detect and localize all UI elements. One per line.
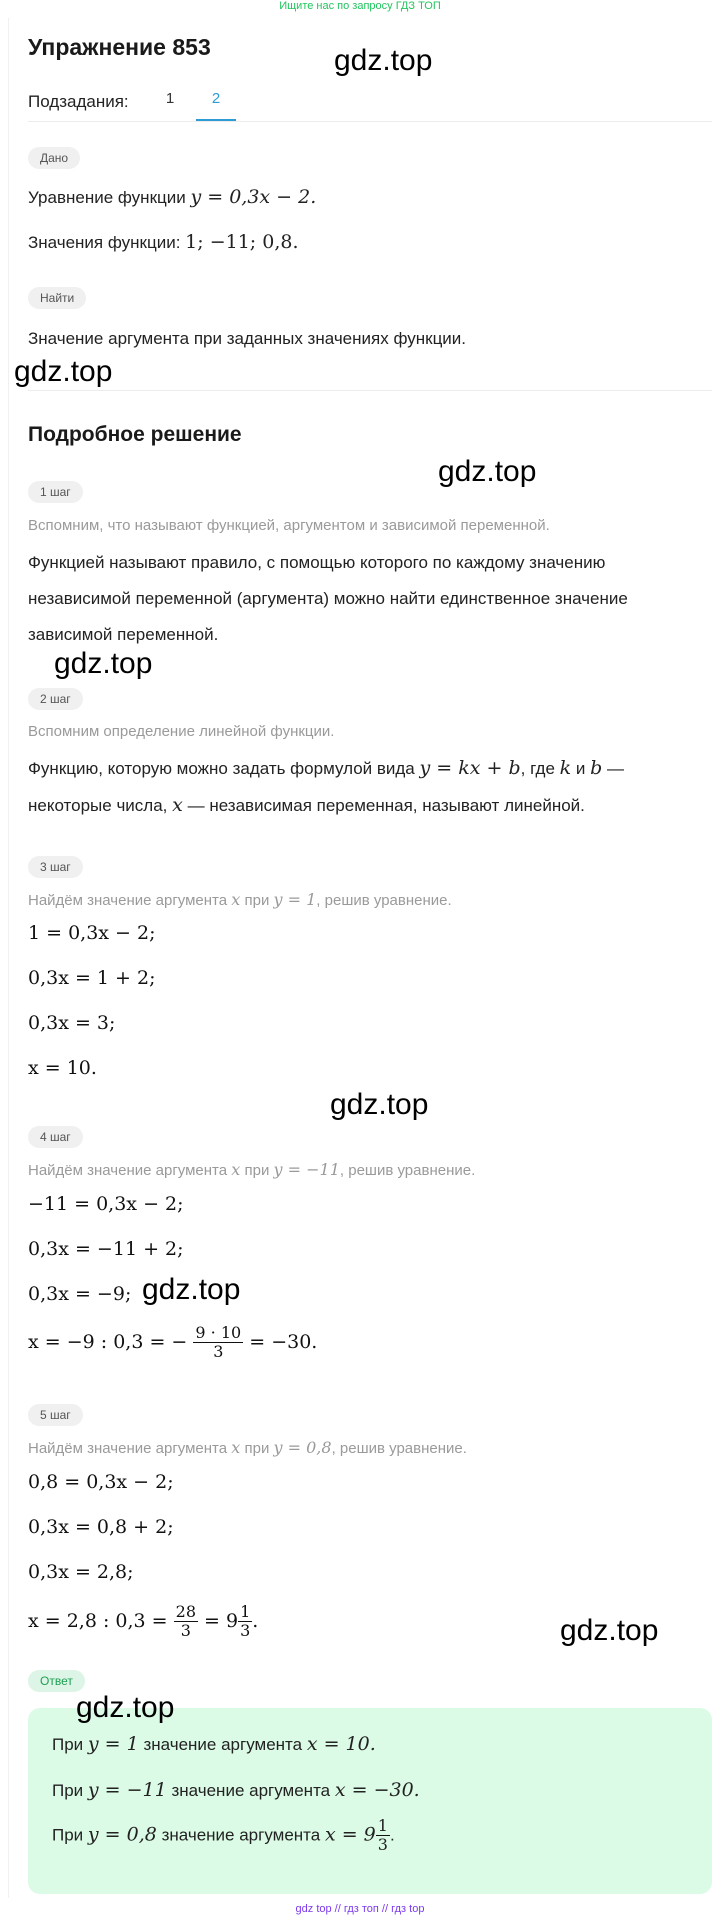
step-2-text: — (607, 759, 625, 778)
var-x: x (231, 1160, 241, 1179)
var-x: x (231, 1438, 241, 1457)
answer-condition: y = −11 (87, 1779, 167, 1801)
step-1-chip: 1 шаг (28, 481, 83, 503)
answer-text: . (389, 1825, 395, 1845)
step-4-hint-text: Найдём значение аргумента (28, 1162, 228, 1179)
step-3-hint-text: , решив уравнение. (316, 892, 452, 909)
step-1-hint: Вспомним, что называют функцией, аргументом и зависимой переменной. (28, 517, 550, 534)
step-5-hint-text: , решив уравнение. (331, 1440, 467, 1457)
answer-line-3 (52, 1817, 395, 1855)
equation-part: x = 2,8 : 0,3 = (28, 1609, 168, 1632)
find-chip: Найти (28, 287, 86, 309)
equation-part: = 9 (204, 1609, 239, 1632)
tab-subtask-2[interactable]: 2 (211, 90, 221, 107)
equation: x = 10. (28, 1057, 97, 1079)
fraction-denominator: 3 (180, 1621, 191, 1641)
answer-text: При (52, 1735, 84, 1754)
step-2-chip: 2 шаг (28, 688, 83, 710)
answer-value: x = 9 (324, 1823, 376, 1846)
fraction (376, 1817, 390, 1855)
given-values-label: Значения функции: (28, 233, 181, 252)
step-1-line: Функцией называют правило, с помощью которого по каждому значению (28, 553, 606, 572)
tab-subtask-1[interactable]: 1 (165, 90, 175, 107)
step-5-hint-text: при (244, 1440, 270, 1457)
answer-value: x = 10. (306, 1733, 376, 1755)
step-2-line-1 (28, 757, 624, 780)
footer-links[interactable]: gdz top // гдз топ // гдз top (295, 1903, 425, 1915)
step-2-line-2 (28, 794, 585, 817)
step-4-condition: y = −11 (273, 1160, 340, 1179)
fraction (238, 1603, 252, 1641)
given-values-eq: 1; −11; 0,8. (185, 231, 299, 253)
equation: 1 = 0,3x − 2; (28, 922, 156, 944)
given-chip: Дано (28, 147, 80, 169)
fraction-denominator: 3 (240, 1621, 251, 1641)
watermark: gdz.top (14, 355, 113, 388)
equation-part: . (252, 1609, 259, 1632)
linear-formula: y = kx + b (419, 757, 521, 779)
fraction-numerator: 28 (175, 1602, 196, 1621)
answer-line-2 (52, 1779, 420, 1801)
equation-part: = −30. (249, 1330, 318, 1353)
step-5-chip: 5 шаг (28, 1404, 83, 1426)
step-2-hint: Вспомним определение линейной функции. (28, 723, 335, 740)
step-4-hint-text: , решив уравнение. (339, 1162, 476, 1179)
step-2-text: — независимая переменная, называют линейной. (187, 796, 585, 815)
step-2-text: и (575, 759, 586, 778)
step-1-line: независимой переменной (аргумента) можно найти единственное значение (28, 589, 628, 608)
fraction-denominator: 3 (213, 1342, 224, 1362)
step-1-line: зависимой переменной. (28, 625, 219, 644)
step-5-hint-text: Найдём значение аргумента (28, 1440, 228, 1457)
equation-with-fraction (28, 1603, 258, 1641)
step-3-chip: 3 шаг (28, 856, 83, 878)
step-1-text (28, 545, 628, 653)
step-3-hint (28, 890, 452, 909)
var-x: x (231, 890, 241, 909)
equation: 0,8 = 0,3x − 2; (28, 1471, 174, 1493)
equation: 0,3x = 1 + 2; (28, 967, 156, 989)
section-divider (28, 390, 712, 391)
fraction-numerator: 1 (240, 1602, 251, 1621)
given-values (28, 231, 299, 254)
step-4-chip: 4 шаг (28, 1126, 83, 1148)
equation: 0,3x = 2,8; (28, 1561, 134, 1583)
watermark: gdz.top (76, 1691, 175, 1724)
equation: −11 = 0,3x − 2; (28, 1193, 184, 1215)
var-k: k (559, 757, 572, 779)
var-b: b (590, 757, 603, 779)
watermark: gdz.top (334, 44, 433, 77)
given-function (28, 186, 316, 209)
equation: 0,3x = −9; (28, 1283, 132, 1305)
step-5-condition: y = 0,8 (273, 1438, 332, 1457)
solution-title: Подробное решение (28, 423, 242, 446)
answer-value: x = −30. (334, 1779, 420, 1801)
watermark: gdz.top (142, 1273, 241, 1306)
step-4-hint-text: при (244, 1162, 270, 1179)
watermark: gdz.top (54, 647, 153, 680)
fraction-denominator: 3 (377, 1835, 388, 1855)
step-4-hint (28, 1160, 475, 1179)
watermark: gdz.top (560, 1614, 659, 1647)
answer-text: При (52, 1825, 84, 1845)
tabs-divider (28, 121, 712, 122)
fraction (193, 1324, 243, 1362)
step-3-hint-text: Найдём значение аргумента (28, 892, 228, 909)
equation-with-fraction (28, 1324, 317, 1362)
equation: 0,3x = 3; (28, 1012, 116, 1034)
find-text: Значение аргумента при заданных значениях функции. (28, 329, 467, 348)
answer-text: значение аргумента (143, 1735, 303, 1754)
answer-text: значение аргумента (161, 1825, 321, 1845)
fraction-numerator: 1 (377, 1816, 388, 1835)
fraction-numerator: 9 · 10 (195, 1323, 242, 1342)
given-function-label: Уравнение функции (28, 188, 186, 207)
answer-condition: y = 0,8 (87, 1823, 157, 1846)
equation: 0,3x = −11 + 2; (28, 1238, 184, 1260)
watermark: gdz.top (330, 1088, 429, 1121)
answer-text: значение аргумента (171, 1781, 331, 1800)
answer-line-1 (52, 1733, 376, 1755)
given-function-eq: y = 0,3x − 2. (190, 186, 317, 208)
step-2-text: , где (520, 759, 555, 778)
step-5-hint (28, 1438, 467, 1457)
fraction (174, 1603, 198, 1641)
answer-condition: y = 1 (87, 1733, 139, 1755)
watermark: gdz.top (438, 455, 537, 488)
step-2-text: Функцию, которую можно задать формулой вида (28, 759, 415, 778)
page-title: Упражнение 853 (28, 34, 211, 60)
step-3-condition: y = 1 (273, 890, 317, 909)
step-2-text: некоторые числа, (28, 796, 168, 815)
search-hint-banner[interactable]: Ищите нас по запросу ГДЗ ТОП (279, 0, 441, 12)
var-x: x (172, 794, 183, 816)
answer-chip: Ответ (28, 1670, 85, 1692)
step-3-hint-text: при (244, 892, 270, 909)
equation-part: x = −9 : 0,3 = − (28, 1330, 188, 1353)
answer-text: При (52, 1781, 84, 1800)
subtasks-label: Подзадания: (28, 92, 129, 111)
equation: 0,3x = 0,8 + 2; (28, 1516, 174, 1538)
